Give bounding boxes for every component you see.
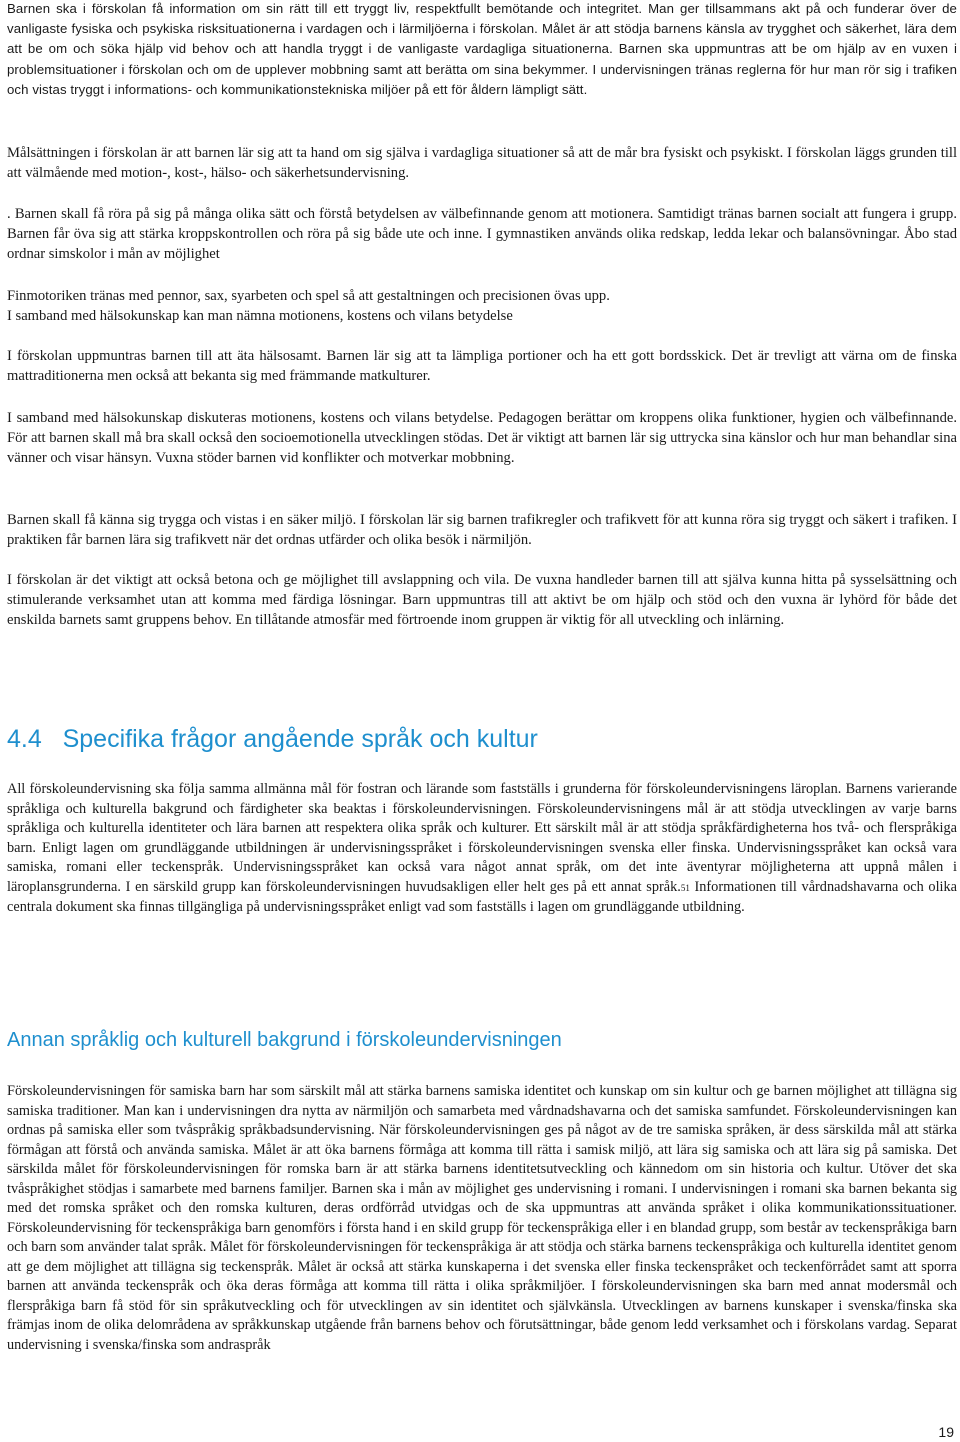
paragraph-self-care-goal: Målsättningen i förskolan är att barnen lär sig att ta hand om sig själva i vardagliga situationer så att de mår bra fysiskt och psykiskt. I förskolan läggs grunden till att välmående med motion-, kost-, hälso- och säkerhetsundervisning.: [7, 145, 957, 182]
paragraph-minority-languages: Förskoleundervisningen för samiska barn har som särskilt mål att stärka barnens samiska identitet och kunskap om sin kultur och ge barnen möjlighet att tillägna sig samiska traditioner. Man kan i undervisningen dra nytta av närmiljön och samarbeta med vårdnadshavarna och det samiska samfundet. Förskoleundervisningen kan ordnas på samiska eller som tvåspråkig språkbadsundervisning. När förskoleundervisningen ges på något av de tre samiska språken, är dess särskilda mål att stärka förmågan att förstå och använda samiska. Målet är att öka barnens förmåga att komma till rätta i samisk miljö, att lära sig samiska och att lära sig på samiska. Det särskilda målet för förskoleundervisningen för romska barn är att stärka barnens identitetsutveckling och kännedom om sin historia och kultur. Utöver det ska tvåspråkighet stödjas i samarbete med barnens familjer. Barnen ska i mån av möjlighet ges undervisning i romani. I undervisningen i romani ska barnen bekanta sig med det romska språket och den romska kulturen, deras ordförråd utvidgas och de ska uppmuntras att använda språket i olika kommunikationssituationer. Förskoleundervisning för teckenspråkiga barn genomförs i första hand i en skild grupp för teckenspråkiga eller i en blandad grupp, som består av teckenspråkiga barn och barn som använder talat språk. Målet för förskoleundervisningen för teckenspråkiga är att stödja och stärka barnens teckenspråkiga och kulturella identitet genom att ge dem möjlighet att tillägna sig teckenspråk. Målet är också att stärka kunskaperna i det svenska eller finska teckenspråket och teckenförrådet samt att sporra barnen att använda teckenspråk och öka deras förmåga att komma till rätta i olika språkmiljöer. I förskoleundervisningen ska barn med annat modersmål och flerspråkiga barn få stöd för sin språkutveckling och för utvecklingen av sin identitet och självkänsla. Utvecklingen av barnens kunskaper i svenska/finska ska främjas inom de olika delområdena av språkkunskap utgående från barnens behov och förutsättningar, både genom ledd verksamhet och i förskolans vardag. Separat undervisning i svenska/finska som andraspråk: [7, 1083, 957, 1353]
paragraph-text-part-2: Informationen till vårdnadshavarna och olika centrala dokument ska finnas tillgängliga på undervisningsspråket enligt vad som fastställs i lagen om grundläggande utbildning.: [7, 878, 958, 915]
page-number: 19: [938, 1424, 954, 1440]
paragraph-fine-motor: Finmotoriken tränas med pennor, sax, syarbeten och spel så att gestaltningen och precisionen övas upp.: [7, 288, 610, 304]
paragraph-text-part-1: All förskoleundervisning ska följa samma allmänna mål för fostran och lärande som fastställs i grunderna för förskoleundervisningens läroplan. Barnens varierande språkliga och kulturella bakgrund och färdigheter ska beaktas i förskoleundervisningen. Förskoleundervisningens mål är att stödja utvecklingen av varje barns språkliga och kulturella identiteter och lära barnen att respektera olika språk och kulturer. Ett särskilt mål är att stödja språkfärdigheterna hos två- och flerspråkiga barn. Enligt lagen om grundläggande utbildningen är undervisningsspråket i förskoleundervisningen svenska eller finska. Undervisningsspråket kan också vara samiska, romani eller teckenspråk. Undervisningsspråket kan också vara något annat språk, om det inte äventyrar möjligheterna att uppnå målen i läroplansgrunderna. I en särskild grupp kan förskoleundervisningen huvudsakligen eller helt ges på ett annat språk.: [7, 781, 957, 895]
paragraph-health-discussion: I samband med hälsokunskap diskuteras motionens, kostens och vilans betydelse. Pedagogen berättar om kroppens olika funktioner, hygien och välbefinnande. För att barnen skall må bra skall också den socioemotionella utvecklingen stödas. Det är viktigt att barnen lär sig uttrycka sina känslor och hur man behandlar sina vänner och visar hänsyn. Vuxna stöder barnen vid konflikter och motverkar mobbning.: [7, 410, 957, 467]
paragraph-rest-and-relaxation: I förskolan är det viktigt att också betona och ge möjlighet till avslappning och vila. De vuxna handleder barnen till att själva kunna hitta på sysselsättning och stimulerande verksamhet utan att komma med färdiga lösningar. Barn uppmuntras till att aktivt be om hjälp och stöd och den vuxna är lyhörd för både det enskilda barnets samt gruppens behov. En tillåtande atmosfär med förtroende inom gruppen är viktig för all utveckling och inlärning.: [7, 572, 957, 629]
paragraph-traffic-safety: Barnen skall få känna sig trygga och vistas i en säker miljö. I förskolan lär sig barnen trafikregler och trafikvett för att kunna röra sig tryggt och säkert i trafiken. I praktiken får barnen lära sig trafikvett när det ordnas utfärder och olika besök i närmiljön.: [7, 512, 957, 549]
section-heading-text: 4.4 Specifika frågor angående språk och kultur: [7, 725, 538, 753]
paragraph-language-and-culture: [7, 780, 957, 918]
paragraph-health-knowledge: I samband med hälsokunskap kan man nämna motionens, kostens och vilans betydelse: [7, 308, 513, 324]
footnote-reference: 51: [680, 882, 690, 893]
paragraph-safety-rights: Barnen ska i förskolan få information om sin rätt till ett tryggt liv, respektfullt bemötande och integritet. Man ger tillsammans akt på och funderar över de vanligaste fysiska och psykiska risksituationerna i vardagen och i lärmiljöerna i förskolan. Målet är att stödja barnens känsla av trygghet och säkerhet, lära dem att be om och söka hjälp vid behov och att handla tryggt i de vanligaste vardagliga situationerna. Barnen ska uppmuntras att be om hjälp av en vuxen i problemsituationer i förskolan och om de upplever mobbning samt att berätta om sina bekymmer. I undervisningen tränas reglerna för hur man rör sig i trafiken och vistas tryggt i informations- och kommunikationstekniska miljöer på ett för åldern lämpligt sätt.: [7, 1, 957, 97]
subsection-heading: Annan språklig och kulturell bakgrund i förskoleundervisningen: [7, 1029, 562, 1051]
section-heading-4-4: [7, 723, 538, 755]
paragraph-healthy-eating: I förskolan uppmuntras barnen till att äta hälsosamt. Barnen lär sig att ta lämpliga portioner och ha ett gott bordsskick. Det är trevligt att värna om de finska mattraditionerna men också att bekanta sig med främmande matkulturer.: [7, 348, 957, 385]
paragraph-motion: . Barnen skall få röra på sig på många olika sätt och förstå betydelsen av välbefinnande genom att motionera. Samtidigt tränas barnen socialt att fungera i grupp. Barnen får öva sig att stärka kroppskontrollen och röra på sig både ute och inne. I gymnastiken används olika redskap, ledda lekar och balansövningar. Åbo stad ordnar simskolor i mån av möjlighet: [7, 206, 957, 263]
